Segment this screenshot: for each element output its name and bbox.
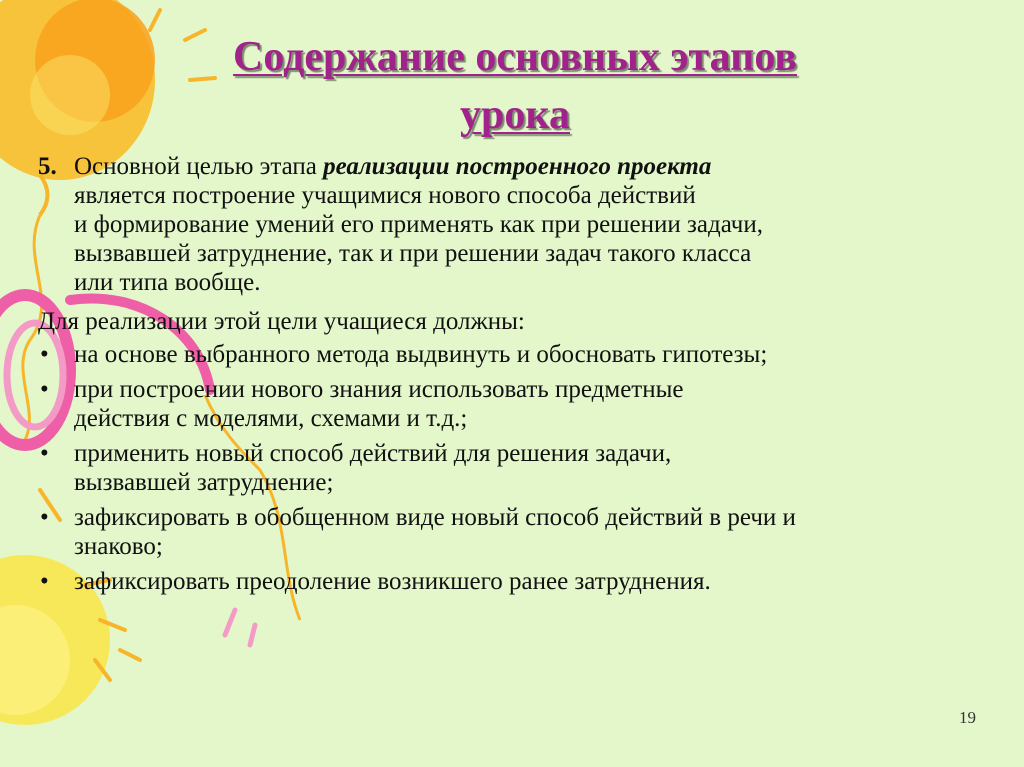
list-item [38, 567, 1008, 596]
list-item-line: на основе выбранного метода выдвинуть и обосновать гипотезы; [74, 341, 768, 368]
list-item [38, 439, 1008, 497]
list-item-line: знаково; [74, 533, 163, 560]
list-item-line: при построении нового знания использовать предметные [74, 376, 684, 403]
slide-title [120, 28, 910, 144]
numbered-item-5 [38, 152, 1008, 297]
list-item [38, 375, 1008, 433]
list-item-line: применить новый способ действий для решения задачи, [74, 440, 672, 467]
bullet-icon: • [40, 504, 49, 531]
bullet-icon: • [40, 341, 49, 368]
bullet-icon: • [40, 440, 49, 467]
list-item-line: вызвавшей затруднение; [74, 469, 334, 496]
item-line [74, 152, 1008, 181]
list-item [38, 503, 1008, 561]
page-number: 19 [959, 708, 976, 727]
bullet-list [38, 340, 1008, 596]
slide-body [38, 152, 1008, 602]
bullet-icon: • [40, 568, 49, 595]
item-line: вызвавшей затруднение, так и при решении задач такого класса [74, 240, 752, 267]
list-item-line: действия с моделями, схемами и т.д.; [74, 405, 468, 432]
lead-text: Для реализации этой цели учащиеся должны: [38, 308, 525, 335]
item-line: и формирование умений его применять как при решении задачи, [74, 211, 763, 238]
slide-title-line2: урока [460, 92, 570, 138]
list-item-line: зафиксировать в обобщенном виде новый способ действий в речи и [74, 504, 796, 531]
item-line: или типа вообще. [74, 269, 261, 296]
bullet-icon: • [40, 376, 49, 403]
pink-dashes-icon [225, 610, 255, 645]
slide-title-line1: Содержание основных этапов [233, 34, 797, 80]
item-text: Основной целью этапа [74, 153, 324, 180]
item-emphasis: реализации построенного проекта [323, 153, 712, 180]
list-item-line: зафиксировать преодоление возникшего ранее затруднения. [74, 568, 711, 595]
list-item [38, 340, 1008, 369]
item-number: 5. [38, 153, 57, 180]
item-line: является построение учащимися нового способа действий [74, 182, 696, 209]
